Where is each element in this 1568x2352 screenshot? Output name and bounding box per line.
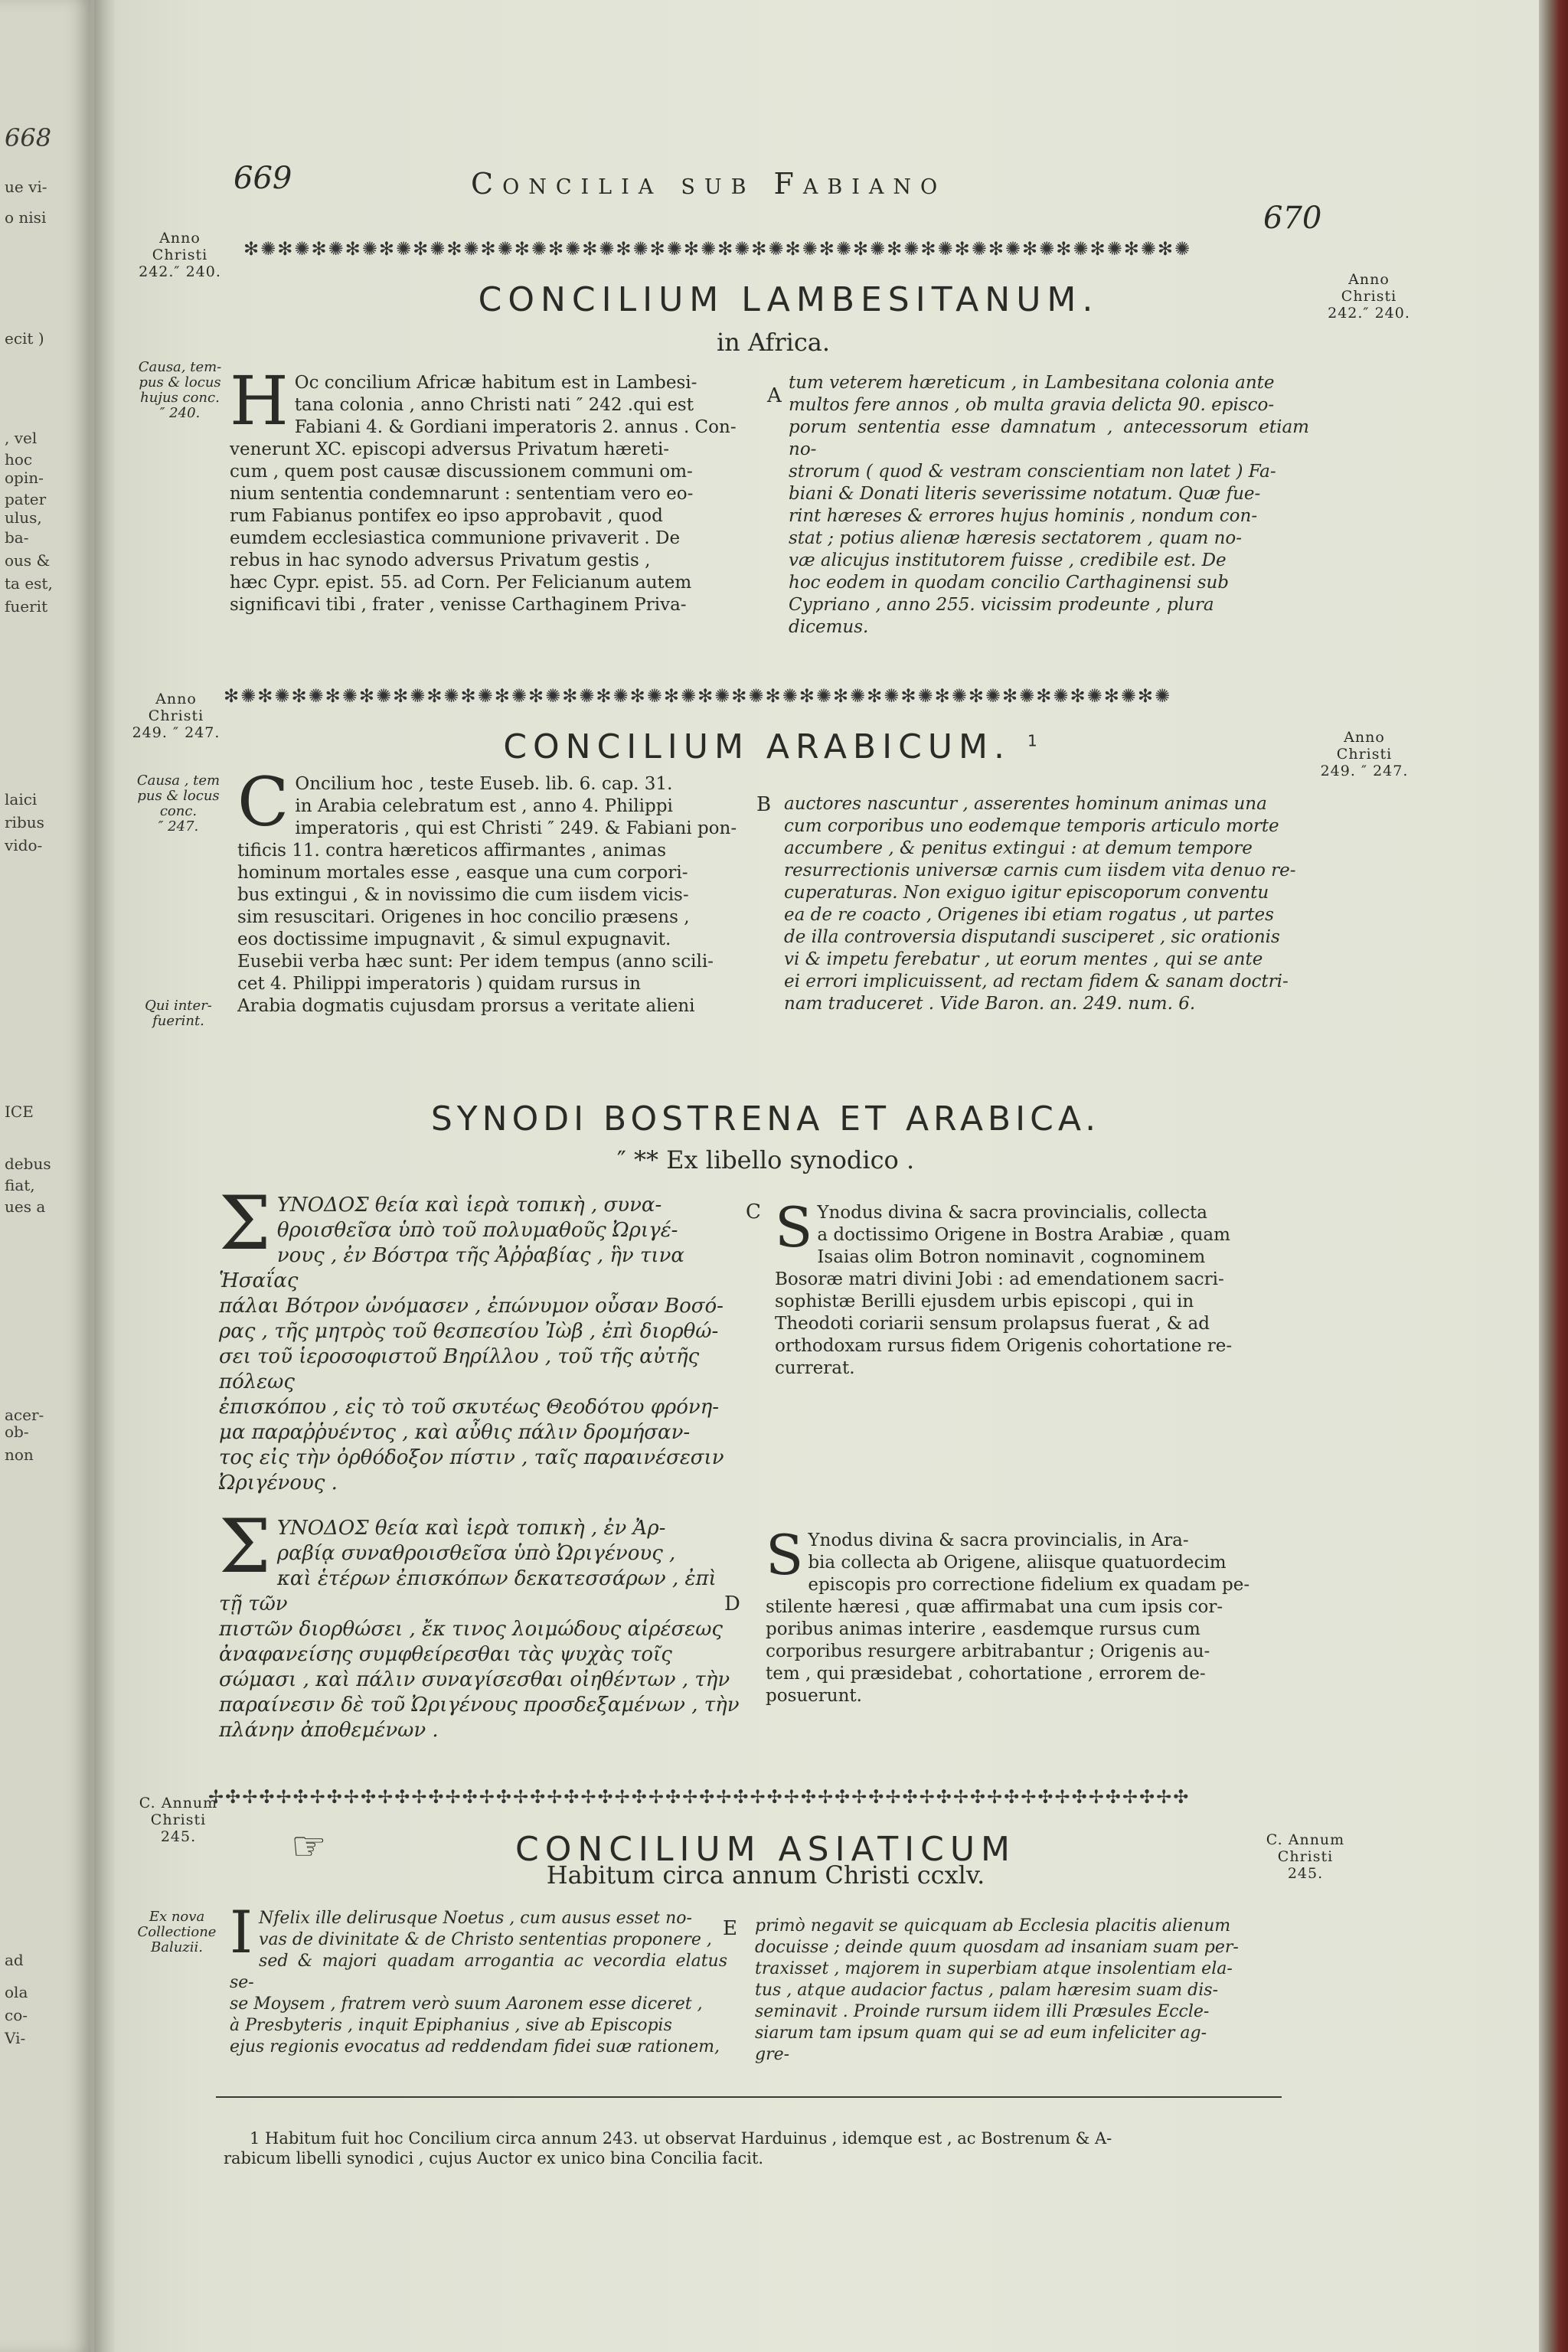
drop-cap: Σ bbox=[219, 1181, 271, 1266]
text-line: imperatoris , qui est Christi ″ 249. & Fabiani pon- bbox=[295, 818, 737, 838]
text-line: nium sententia condemnarunt : sententiam vero eo- bbox=[230, 484, 694, 504]
prev-page-fragment: vido- bbox=[5, 836, 43, 854]
section-subtitle-ccxlv: Habitum circa annum Christi ccxlv. bbox=[546, 1860, 985, 1890]
text-line: πιστῶν διορθώσει , ἔκ τινος λοιμώδους αἱρέσεως bbox=[219, 1618, 723, 1641]
column-right-1 bbox=[789, 372, 1309, 639]
latin-text-bostra bbox=[775, 1195, 1295, 1380]
text-line: venerunt XC. episcopi adversus Privatum hæreti- bbox=[230, 439, 670, 459]
greek-text-arabia bbox=[219, 1504, 740, 1743]
margin-year: 242.″ 240. bbox=[139, 263, 221, 280]
column-left-1 bbox=[230, 361, 750, 616]
prev-page-fragment: ulus, bbox=[5, 508, 42, 527]
text-line: in Arabia celebratum est , anno 4. Philippi bbox=[295, 796, 673, 816]
margin-label: Christi bbox=[152, 247, 208, 263]
prev-page-fragment: ous & bbox=[5, 551, 51, 570]
prev-page-fragment: ta est, bbox=[5, 574, 53, 593]
prev-page-fragment: pater bbox=[5, 490, 47, 508]
margin-label: Anno bbox=[159, 230, 201, 247]
text-line: tana colonia , anno Christi nati ″ 242 .qui est bbox=[294, 395, 694, 415]
margin-label: Christi bbox=[1341, 288, 1397, 305]
column-right-4 bbox=[755, 1916, 1283, 2066]
drop-cap: S bbox=[775, 1195, 813, 1259]
text-line: siarum tam ipsum quam qui se ad eum infeliciter ag- bbox=[755, 2024, 1207, 2043]
side-note-4 bbox=[119, 1909, 234, 1955]
side-note-line: fuerint. bbox=[152, 1013, 204, 1029]
prev-page-fragment: co- bbox=[5, 2006, 28, 2024]
text-line: seminavit . Proinde rursum iidem illi Præsules Eccle- bbox=[755, 2002, 1210, 2021]
text-line: hominum mortales esse , easque una cum corpori- bbox=[237, 863, 688, 883]
side-note-line: pus & locus bbox=[139, 374, 221, 390]
section-title-arabicum bbox=[368, 727, 1179, 766]
text-line: Fabiani 4. & Gordiani imperatoris 2. annus . Con- bbox=[294, 417, 737, 437]
text-line: ea de re coacto , Origenes ibi etiam rogatus , ut partes bbox=[784, 905, 1274, 925]
text-line: à Presbyteris , inquit Epiphanius , sive ab Episcopis bbox=[230, 2016, 672, 2035]
prev-page-fragment: o nisi bbox=[5, 208, 47, 227]
text-line: Ynodus divina & sacra provincialis, collecta bbox=[817, 1203, 1207, 1223]
margin-year-right-1 bbox=[1315, 271, 1423, 322]
text-line: σει τοῦ ἱεροσοφιστοῦ Βηρίλλου , τοῦ τῆς αὐτῆς πόλεως bbox=[219, 1345, 700, 1393]
prev-page-fragment: ICE bbox=[5, 1102, 34, 1121]
book-gutter bbox=[94, 0, 117, 2352]
margin-year-left-2 bbox=[122, 691, 230, 741]
greek-text-bostra bbox=[219, 1181, 740, 1496]
text-line: Oc concilium Africæ habitum est in Lambesi- bbox=[294, 373, 697, 393]
text-line: ΥΝΟΔΟΣ θεία καὶ ἱερὰ τοπικὴ , συνα- bbox=[276, 1194, 662, 1217]
margin-year: 249. ″ 247. bbox=[132, 724, 220, 741]
margin-label: Christi bbox=[150, 1811, 207, 1828]
text-line: hæc Cypr. epist. 55. ad Corn. Per Felicianum autem bbox=[230, 573, 692, 593]
footnote bbox=[222, 2128, 1286, 2168]
text-line: significavi tibi , frater , venisse Carthaginem Priva- bbox=[230, 595, 687, 615]
text-line: nam traduceret . Vide Baron. an. 249. num. 6. bbox=[784, 994, 1196, 1014]
margin-label: Anno bbox=[1348, 271, 1390, 288]
column-marker-c: C bbox=[746, 1200, 761, 1223]
text-line: Ὠριγένους . bbox=[219, 1472, 338, 1494]
text-line: Nfelix ille delirusque Noetus , cum ausus esset no- bbox=[259, 1909, 692, 1928]
margin-label: Anno bbox=[1344, 729, 1385, 746]
column-marker-d: D bbox=[724, 1592, 740, 1615]
text-line: vas de divinitate & de Christo sententias proponere , bbox=[259, 1930, 712, 1949]
drop-cap: C bbox=[237, 763, 289, 841]
column-left-4 bbox=[230, 1898, 727, 2058]
margin-year-right-4 bbox=[1248, 1831, 1363, 1882]
margin-label: C. Annum bbox=[139, 1795, 218, 1811]
prev-page-fragment: ribus bbox=[5, 813, 44, 831]
margin-label: Christi bbox=[1336, 746, 1393, 763]
footnote-line: rabicum libelli synodici , cujus Auctor ex unico bina Concilia facit. bbox=[224, 2149, 764, 2167]
text-line: a doctissimo Origene in Bostra Arabiæ , quam bbox=[817, 1225, 1230, 1245]
prev-page-fragment: ad bbox=[5, 1951, 24, 1969]
text-line: ΥΝΟΔΟΣ θεία καὶ ἱερὰ τοπικὴ , ἐν Ἀρ- bbox=[276, 1517, 666, 1540]
drop-cap: Σ bbox=[219, 1504, 271, 1589]
section-subtitle-libellus: ″ ** Ex libello synodico . bbox=[616, 1145, 915, 1174]
text-line: traxisset , majorem in superbiam atque insolentiam ela- bbox=[755, 1959, 1233, 1978]
text-line: cum , quem post causæ discussionem communi om- bbox=[230, 462, 693, 482]
text-line: strorum ( quod & vestram conscientiam non latet ) Fa- bbox=[789, 462, 1276, 482]
text-line: ἐπισκόπου , εἰς τὸ τοῦ σκυτέως Θεοδότου φρόνη- bbox=[219, 1396, 720, 1419]
text-line: Arabia dogmatis cujusdam prorsus a veritate alieni bbox=[237, 996, 695, 1016]
prev-page-fragment: ecit ) bbox=[5, 329, 44, 348]
text-line: Bosoræ matri divini Jobi : ad emendationem sacri- bbox=[775, 1269, 1224, 1289]
prev-page-fragment: laici bbox=[5, 790, 38, 808]
text-line: primò negavit se quicquam ab Ecclesia placitis alienum bbox=[755, 1916, 1231, 1936]
text-line: sim resuscitari. Origenes in hoc concilio præsens , bbox=[237, 907, 690, 927]
text-line: Oncilium hoc , teste Euseb. lib. 6. cap. 31. bbox=[295, 774, 673, 794]
text-line: cum corporibus uno eodemque temporis articulo morte bbox=[784, 816, 1279, 836]
text-line: πάλαι Βότρον ὠνόμασεν , ἐπώνυμον οὖσαν Βοσό- bbox=[219, 1295, 724, 1318]
side-note-1 bbox=[122, 360, 237, 421]
text-line: hoc eodem in quodam concilio Carthaginensi sub bbox=[789, 573, 1230, 593]
text-line: ἀναφανείσης συμφθείρεσθαι τὰς ψυχὰς τοῖς bbox=[219, 1643, 672, 1666]
column-left-2 bbox=[237, 763, 749, 1018]
text-line: se Moysem , fratrem verò suum Aaronem esse diceret , bbox=[230, 1994, 703, 2014]
column-marker-e: E bbox=[723, 1917, 737, 1940]
text-line: multos fere annos , ob multa gravia delicta 90. episco- bbox=[789, 395, 1275, 415]
prev-page-fragment: fuerit bbox=[5, 597, 48, 616]
text-line: tus , atque audacior factus , palam hæresim suam dis- bbox=[755, 1981, 1218, 2000]
ornament-rule: ✻✺✻✺✻✺✻✺✻✺✻✺✻✺✻✺✻✺✻✺✻✺✻✺✻✺✻✺✻✺✻✺✻✺✻✺✻✺✻✺✻✺✻✺✻✺✻✺✻✺✻✺✻✺✻✺ bbox=[243, 239, 1192, 259]
text-line: Cypriano , anno 255. vicissim prodeunte , plura bbox=[789, 595, 1214, 615]
side-note-line: Collectione bbox=[137, 1924, 217, 1940]
text-line: ρας , τῆς μητρὸς τοῦ θεσπεσίου Ἰὼβ , ἐπὶ διορθώ- bbox=[219, 1320, 719, 1343]
prev-page-fragment: , vel bbox=[5, 429, 38, 447]
text-line: μα παραῤῥυέντος , καὶ αὖθις πάλιν δρομήσαν- bbox=[219, 1421, 691, 1444]
text-line: bus extingui , & in novissimo die cum iisdem vicis- bbox=[237, 885, 689, 905]
text-line: dicemus. bbox=[789, 617, 869, 637]
pointing-hand-icon: ☞ bbox=[291, 1824, 327, 1870]
text-line: gre- bbox=[755, 2045, 790, 2064]
text-line: eumdem ecclesiastica communione privaverit . De bbox=[230, 528, 681, 548]
margin-year: 242.″ 240. bbox=[1328, 305, 1410, 322]
side-note-line: Ex nova bbox=[149, 1909, 205, 1925]
text-line: porum sententia esse damnatum , antecessorum etiam no- bbox=[789, 417, 1309, 459]
drop-cap: H bbox=[230, 361, 289, 440]
footnote-rule bbox=[216, 2096, 1282, 2098]
text-line: ei errori implicuissent, ad rectam fidem & sanam doctri- bbox=[784, 972, 1289, 991]
prev-page-fragment: opin- bbox=[5, 469, 44, 487]
prev-page-fragment: ola bbox=[5, 1983, 28, 2001]
side-note-line: Baluzii. bbox=[150, 1939, 204, 1955]
column-marker-b: B bbox=[756, 793, 772, 816]
text-line: καὶ ἑτέρων ἐπισκόπων δεκατεσσάρων , ἐπὶ τῇ τῶν bbox=[219, 1567, 717, 1615]
text-line: tem , qui præsidebat , cohortatione , errorem de- bbox=[766, 1664, 1206, 1684]
side-note-line: hujus conc. bbox=[140, 390, 220, 406]
text-line: tificis 11. contra hæreticos affirmantes , animas bbox=[237, 841, 666, 861]
margin-year: 245. bbox=[160, 1828, 197, 1845]
text-line: docuisse ; deinde quum quosdam ad insaniam suam per- bbox=[755, 1938, 1239, 1957]
prev-page-fragment: Vi- bbox=[5, 2029, 26, 2047]
side-note-line: conc. bbox=[159, 803, 198, 819]
text-line: παραίνεσιν δὲ τοῦ Ὠριγένους προσδεξαμένων , τὴν bbox=[219, 1694, 740, 1717]
prev-page-fragment: ues a bbox=[5, 1197, 46, 1216]
side-note-participants bbox=[121, 998, 236, 1029]
text-line: accumbere , & penitus extingui : at demum tempore bbox=[784, 838, 1253, 858]
prev-page-fragment: debus bbox=[5, 1155, 51, 1173]
page-number-right: 670 bbox=[1263, 201, 1322, 236]
text-line: Isaias olim Botron nominavit , cognominem bbox=[817, 1247, 1206, 1267]
drop-cap: I bbox=[230, 1898, 253, 1966]
side-note-line: Causa , tem bbox=[136, 773, 220, 789]
running-title: Concilia sub Fabiano bbox=[471, 167, 947, 201]
margin-year-right-2 bbox=[1311, 729, 1418, 779]
prev-page-fragment: ob- bbox=[5, 1423, 29, 1441]
side-note-line: Causa, tem- bbox=[138, 359, 222, 375]
text-line: νους , ἐν Βόστρα τῆς Ἀῤῥαβίας , ἣν τινα Ἡσαΐας bbox=[219, 1244, 684, 1292]
text-line: sed & majori quadam arrogantia ac vecordia elatus se- bbox=[230, 1952, 727, 1992]
title-text: CONCILIUM ARABICUM. bbox=[503, 727, 1011, 766]
text-line: væ alicujus institutorem fuisse , credibile est. De bbox=[789, 550, 1227, 570]
prev-page-fragment: acer- bbox=[5, 1406, 44, 1424]
text-line: vi & impetu ferebatur , ut eorum mentes , qui se ante bbox=[784, 949, 1263, 969]
text-line: ejus regionis evocatus ad reddendam fidei suæ rationem, bbox=[230, 2037, 720, 2056]
prev-page-fragment: ue vi- bbox=[5, 178, 47, 196]
margin-year: 249. ″ 247. bbox=[1320, 763, 1409, 779]
text-line: ραβίᾳ συναθροισθεῖσα ὑπὸ Ὠριγένους , bbox=[276, 1542, 676, 1565]
side-note-2 bbox=[121, 773, 236, 835]
margin-label: Christi bbox=[1277, 1848, 1334, 1865]
text-line: episcopis pro correctione fidelium ex quadam pe- bbox=[808, 1575, 1250, 1595]
margin-year-left-1 bbox=[126, 230, 234, 280]
ornament-rule: ✻✺✻✺✻✺✻✺✻✺✻✺✻✺✻✺✻✺✻✺✻✺✻✺✻✺✻✺✻✺✻✺✻✺✻✺✻✺✻✺✻✺✻✺✻✺✻✺✻✺✻✺✻✺✻✺ bbox=[224, 686, 1172, 706]
section-title-asiaticum: CONCILIUM ASIATICUM bbox=[514, 1830, 1017, 1869]
text-line: rum Fabianus pontifex eo ipso approbavit , quod bbox=[230, 506, 663, 526]
prev-page-fragment: hoc bbox=[5, 450, 33, 469]
book-edge bbox=[1539, 0, 1568, 2352]
section-title-lambesitanum: CONCILIUM LAMBESITANUM. bbox=[478, 280, 1099, 319]
text-line: biani & Donati literis severissime notatum. Quæ fue- bbox=[789, 484, 1261, 504]
text-line: cuperaturas. Non exiguo igitur episcoporum conventu bbox=[784, 883, 1269, 903]
side-note-line: Qui inter- bbox=[145, 998, 212, 1014]
text-line: rint hæreses & errores hujus hominis , nondum con- bbox=[789, 506, 1258, 526]
text-line: rebus in hac synodo adversus Privatum gestis , bbox=[230, 550, 651, 570]
text-line: de illa controversia disputandi susciperet , sic orationis bbox=[784, 927, 1280, 947]
text-line: corporibus resurgere arbitrabantur ; Origenis au- bbox=[766, 1642, 1210, 1661]
prev-page-fragment: fiat, bbox=[5, 1176, 35, 1194]
text-line: auctores nascuntur , asserentes hominum animas una bbox=[784, 794, 1267, 814]
margin-label: C. Annum bbox=[1266, 1831, 1345, 1848]
text-line: resurrectionis universæ carnis cum iisdem vita denuo re- bbox=[784, 861, 1296, 880]
text-line: orthodoxam rursus fidem Origenis cohortatione re- bbox=[775, 1336, 1233, 1356]
prev-page-number: 668 bbox=[5, 123, 52, 152]
prev-page-fragment: non bbox=[5, 1446, 34, 1464]
page-number-left: 669 bbox=[234, 161, 292, 196]
previous-page bbox=[0, 0, 94, 2352]
side-note-line: ″ 247. bbox=[158, 818, 199, 835]
side-note-line: ″ 240. bbox=[159, 405, 201, 421]
drop-cap: S bbox=[766, 1523, 804, 1587]
column-marker-a: A bbox=[767, 384, 782, 407]
text-line: τος εἰς τὴν ὀρθόδοξον πίστιν , ταῖς παραινέσεσιν bbox=[219, 1446, 724, 1469]
text-line: σώμασι , καὶ πάλιν συναγίσεσθαι οἰηθέντων , τὴν bbox=[219, 1668, 730, 1691]
text-line: stat ; potius alienæ hæresis sectatorem , quam no- bbox=[789, 528, 1243, 548]
margin-label: Christi bbox=[148, 707, 204, 724]
section-subtitle-africa: in Africa. bbox=[716, 328, 831, 357]
text-line: sophistæ Berilli ejusdem urbis episcopi , qui in bbox=[775, 1292, 1194, 1312]
side-note-line: pus & locus bbox=[137, 788, 220, 804]
text-line: eos doctissime impugnavit , & simul expugnavit. bbox=[237, 929, 671, 949]
text-line: stilente hæresi , quæ affirmabat una cum ipsis cor- bbox=[766, 1597, 1223, 1617]
text-line: Eusebii verba hæc sunt: Per idem tempus (anno scili- bbox=[237, 952, 714, 972]
text-line: poribus animas interire , easdemque rursus cum bbox=[766, 1619, 1200, 1639]
text-line: πλάνην ἀποθεμένων . bbox=[219, 1719, 439, 1742]
footnote-mark: 1 bbox=[1027, 731, 1044, 750]
section-title-bostrena: SYNODI BOSTRENA ET ARABICA. bbox=[430, 1099, 1101, 1138]
footnote-line: 1 Habitum fuit hoc Concilium circa annum 243. ut observat Harduinus , idemque est , ac Bostrenum & A- bbox=[250, 2129, 1112, 2148]
text-line: currerat. bbox=[775, 1358, 855, 1378]
text-line: bia collecta ab Origene, aliisque quatuordecim bbox=[808, 1553, 1227, 1573]
margin-label: Anno bbox=[155, 691, 197, 707]
text-line: θροισθεῖσα ὑπὸ τοῦ πολυμαθοῦς Ὠριγέ- bbox=[276, 1219, 678, 1242]
ornament-rule: ✢✣✢✣✢✣✢✣✢✣✢✣✢✣✢✣✢✣✢✣✢✣✢✣✢✣✢✣✢✣✢✣✢✣✢✣✢✣✢✣✢✣✢✣✢✣✢✣✢✣✢✣✢✣✢✣✢✣ bbox=[208, 1787, 1191, 1807]
column-right-2 bbox=[784, 793, 1305, 1015]
text-line: posuerunt. bbox=[766, 1686, 862, 1706]
text-line: Theodoti coriarii sensum prolapsus fuerat , & ad bbox=[775, 1314, 1210, 1334]
latin-text-arabia bbox=[766, 1523, 1294, 1707]
text-line: Ynodus divina & sacra provincialis, in Ara- bbox=[808, 1530, 1189, 1550]
margin-year: 245. bbox=[1287, 1865, 1324, 1882]
text-line: cet 4. Philippi imperatoris ) quidam rursus in bbox=[237, 974, 641, 994]
text-line: tum veterem hæreticum , in Lambesitana colonia ante bbox=[789, 373, 1275, 393]
prev-page-fragment: ba- bbox=[5, 528, 29, 547]
